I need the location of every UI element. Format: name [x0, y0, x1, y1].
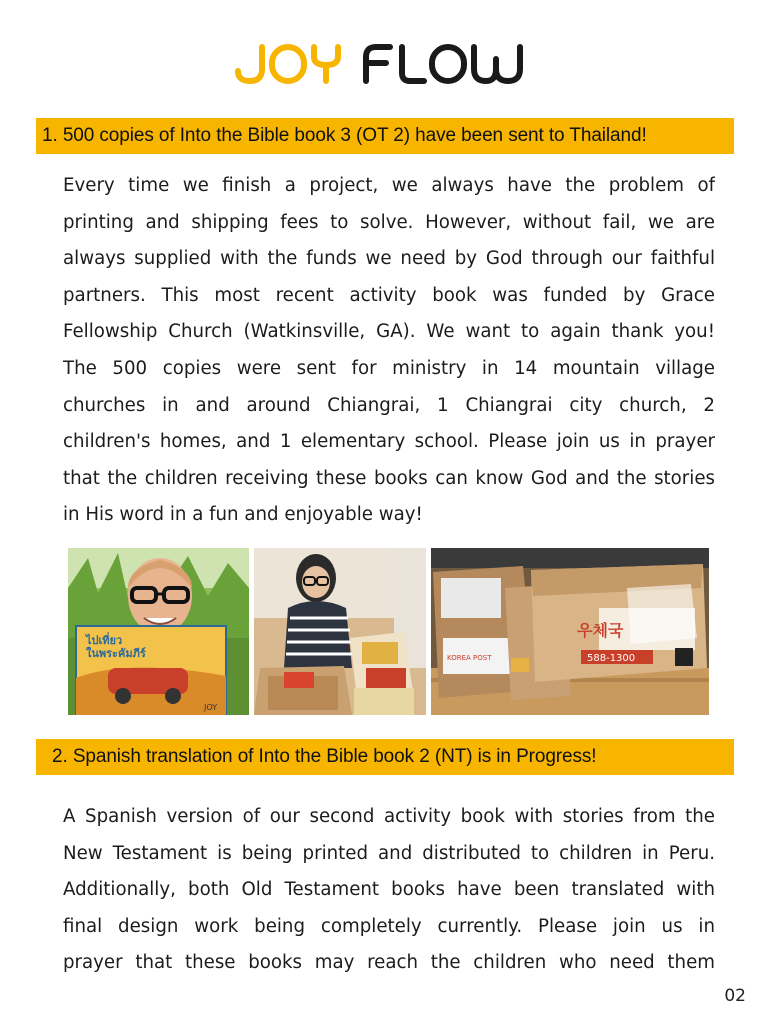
section2-heading-banner: [36, 739, 734, 775]
book-cover-title: ไปเที่ยวในพระคัมภีร์: [86, 634, 146, 660]
paragraph-line: in His word in a fun and enjoyable way!: [63, 504, 423, 526]
joyflow-logo: [0, 40, 768, 86]
page-number: 02: [724, 986, 746, 1006]
logo-wordmark: [234, 41, 534, 85]
paragraph-line: final design work being completely currently. Please join us in: [63, 915, 715, 937]
paragraph-line: Every time we finish a project, we always have the problem of: [63, 175, 715, 196]
paragraph-line: The 500 copies were sent for ministry in 14 mountain village: [63, 357, 715, 379]
photo-man-with-book: [68, 548, 249, 715]
section1-heading: 1. 500 copies of Into the Bible book 3 (OT 2) have been sent to Thailand!: [42, 125, 647, 146]
book-publisher-mark: JOY: [204, 703, 218, 712]
section2-paragraph: [63, 799, 715, 982]
paragraph-line: partners. This most recent activity book was funded by Grace: [63, 284, 715, 306]
paragraph-line: that the children receiving these books can know God and the stories: [63, 467, 715, 489]
paragraph-line: New Testament is being printed and distributed to children in Peru.: [63, 842, 715, 864]
paragraph-line: printing and shipping fees to solve. However, without fail, we are: [63, 211, 715, 233]
paragraph-line: Additionally, both Old Testament books have been translated with: [63, 879, 715, 901]
section1-heading-banner: [36, 118, 734, 154]
photo-strip: [68, 548, 709, 715]
paragraph-line: prayer that these books may reach the children who need them: [63, 952, 715, 974]
photo-woman-packing-books: [254, 548, 426, 715]
paragraph-line: children's homes, and 1 elementary school. Please join us in prayer: [63, 431, 715, 453]
box-label-phone: 588-1300: [587, 653, 636, 664]
paragraph-line: always supplied with the funds we need by God through our faithful: [63, 248, 715, 270]
photo-shipping-boxes: [431, 548, 709, 715]
box-label-korean: 우체국: [577, 621, 624, 640]
paragraph-line: churches in and around Chiangrai, 1 Chiangrai city church, 2: [63, 394, 715, 416]
paragraph-line: A Spanish version of our second activity book with stories from the: [63, 806, 715, 827]
paragraph-line: Fellowship Church (Watkinsville, GA). We want to again thank you!: [63, 321, 715, 343]
section2-heading: 2. Spanish translation of Into the Bible book 2 (NT) is in Progress!: [52, 746, 597, 767]
section1-paragraph: [63, 168, 715, 534]
box-label-korea-post: KOREA POST: [447, 654, 492, 662]
